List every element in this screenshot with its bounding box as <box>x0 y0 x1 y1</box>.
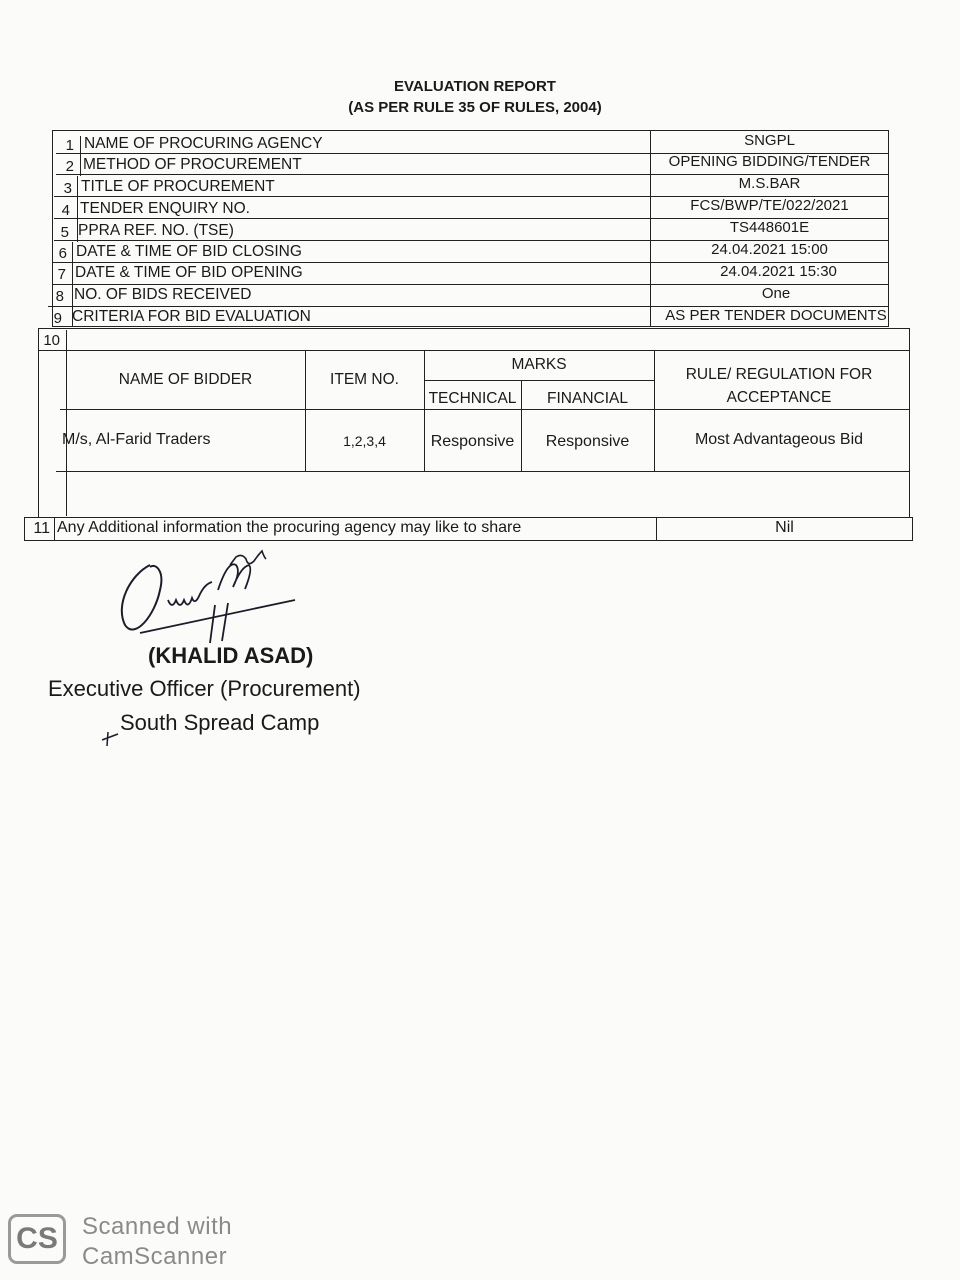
row-value: AS PER TENDER DOCUMENTS <box>665 307 887 324</box>
row-value: FCS/BWP/TE/022/2021 <box>690 197 849 214</box>
row-label: NAME OF PROCURING AGENCY <box>84 135 323 152</box>
row-label: NO. OF BIDS RECEIVED <box>74 286 252 303</box>
signatory-name: (KHALID ASAD) <box>148 643 314 668</box>
row-number: 1 <box>65 137 74 154</box>
bid-item-no: 1,2,3,4 <box>343 433 386 449</box>
handwritten-mark <box>100 728 120 748</box>
row-value: SNGPL <box>744 132 795 149</box>
row-value: M.S.BAR <box>738 175 801 192</box>
additional-info-label: Any Additional information the procuring agency may like to share <box>57 519 522 536</box>
row-number-10: 10 <box>43 332 60 349</box>
signatory-designation: Executive Officer (Procurement) <box>48 676 361 701</box>
row-label: METHOD OF PROCUREMENT <box>83 156 302 173</box>
row-label: TENDER ENQUIRY NO. <box>80 200 250 217</box>
row-number: 3 <box>63 180 72 197</box>
row-value: OPENING BIDDING/TENDER <box>668 153 871 170</box>
header-technical: TECHNICAL <box>428 390 517 407</box>
header-financial: FINANCIAL <box>547 390 628 407</box>
row-value: One <box>761 285 791 302</box>
header-marks: MARKS <box>511 356 567 373</box>
watermark-line2: CamScanner <box>82 1243 228 1270</box>
row-number: 2 <box>65 158 74 175</box>
signatory-place: South Spread Camp <box>120 710 320 735</box>
row-number: 5 <box>60 224 69 241</box>
additional-info-value: Nil <box>775 519 794 536</box>
row-value: TS448601E <box>729 219 810 236</box>
row-number: 8 <box>55 288 64 305</box>
row-number: 9 <box>53 310 62 327</box>
header-bidder: NAME OF BIDDER <box>118 371 253 388</box>
report-title: EVALUATION REPORT <box>394 78 556 95</box>
row-number-11: 11 <box>33 520 50 537</box>
bid-technical: Responsive <box>430 433 515 450</box>
bidder-name: M/s, Al-Farid Traders <box>62 431 211 448</box>
report-subtitle: (AS PER RULE 35 OF RULES, 2004) <box>348 99 602 116</box>
row-label: DATE & TIME OF BID CLOSING <box>76 243 302 260</box>
row-number: 7 <box>57 266 66 283</box>
bid-rule: Most Advantageous Bid <box>694 431 864 448</box>
header-item-no: ITEM NO. <box>330 371 399 388</box>
row-label: CRITERIA FOR BID EVALUATION <box>72 308 311 325</box>
header-rule-line1: RULE/ REGULATION FOR <box>685 366 873 383</box>
row-value: 24.04.2021 15:30 <box>720 263 837 280</box>
watermark-line1: Scanned with <box>82 1213 233 1240</box>
row-value: 24.04.2021 15:00 <box>711 241 828 258</box>
header-rule-line2: ACCEPTANCE <box>726 389 832 406</box>
row-label: PPRA REF. NO. (TSE) <box>78 222 234 239</box>
camscanner-logo: CS <box>8 1214 66 1264</box>
row-number: 4 <box>61 202 70 219</box>
row-number: 6 <box>58 245 67 262</box>
row-label: TITLE OF PROCUREMENT <box>81 178 275 195</box>
handwritten-signature <box>110 545 310 645</box>
row-label: DATE & TIME OF BID OPENING <box>75 264 303 281</box>
bid-financial: Responsive <box>545 433 630 450</box>
